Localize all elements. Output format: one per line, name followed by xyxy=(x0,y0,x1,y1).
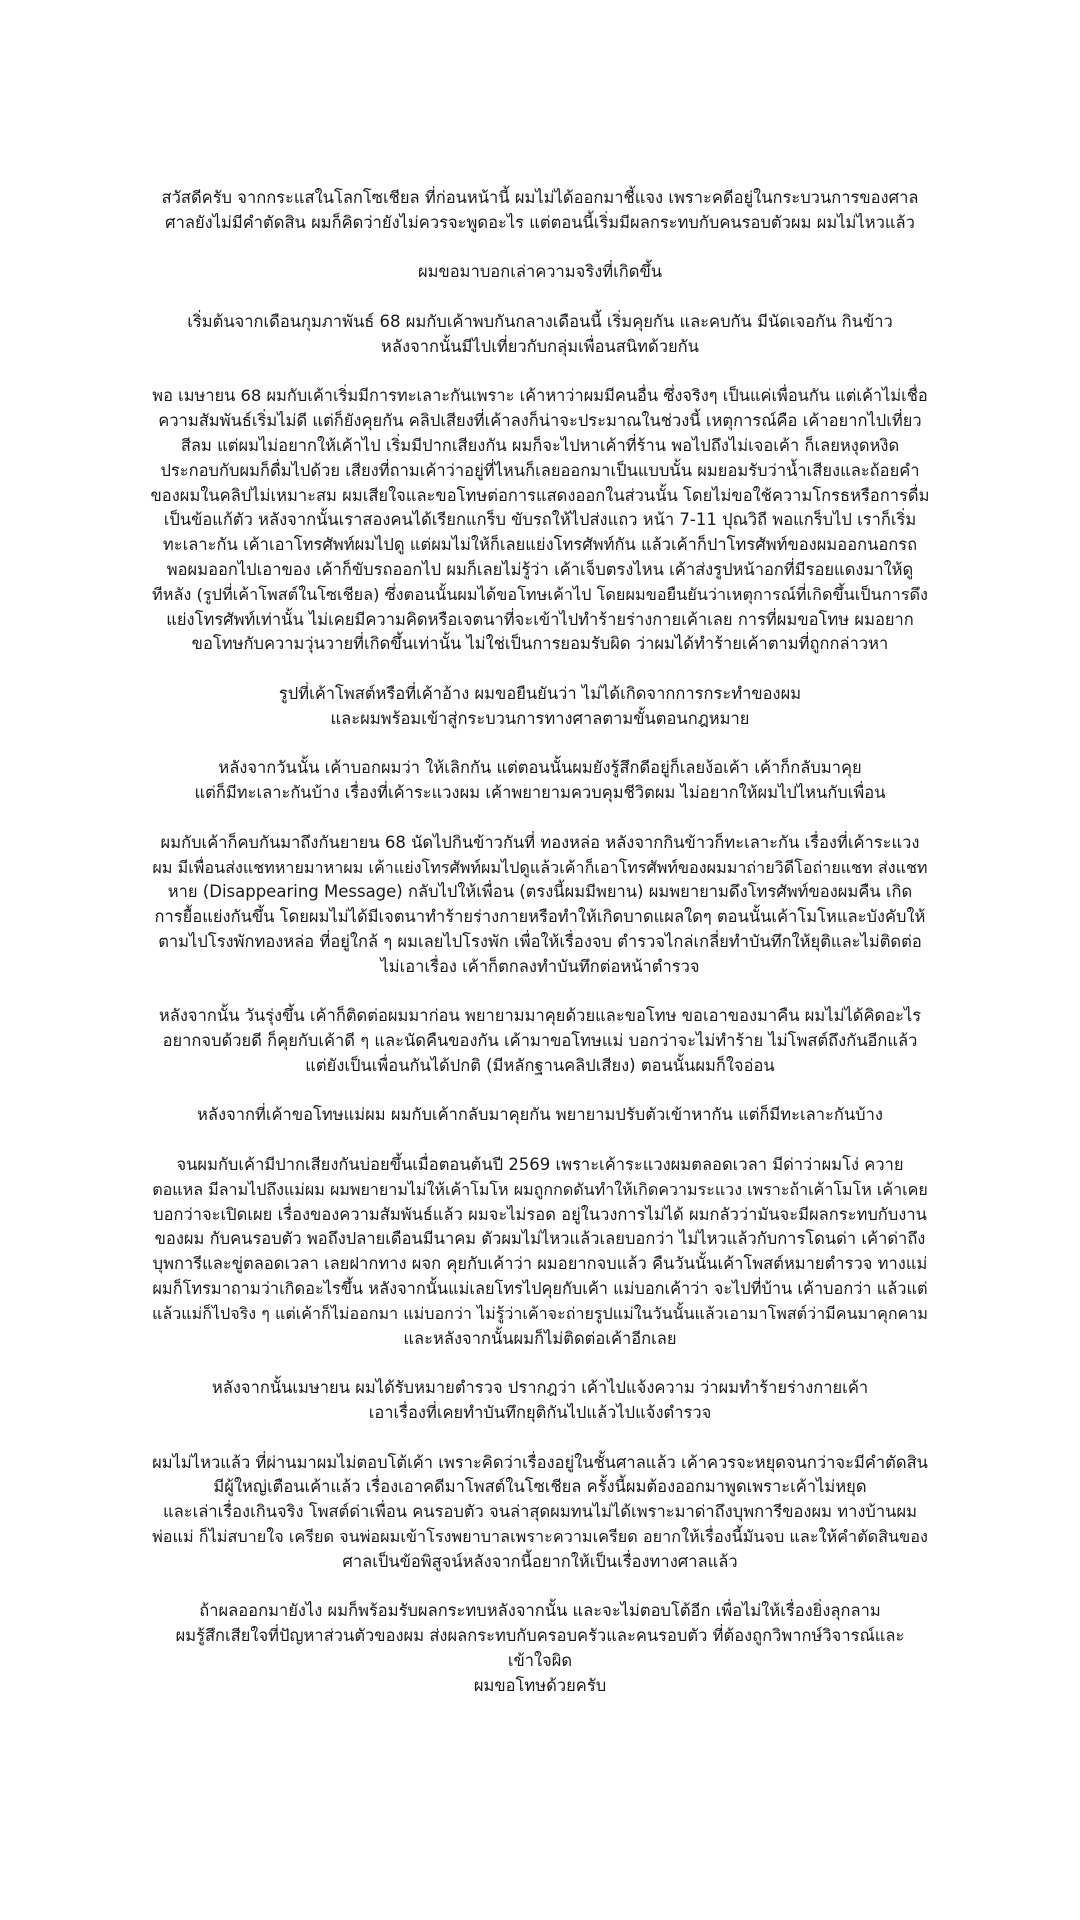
statement-paragraph xyxy=(150,310,930,360)
statement-line: และผมพร้อมเข้าสู่กระบวนการทางศาลตามขั้นตอนกฎหมาย xyxy=(330,708,750,728)
statement-line: ขอโทษกับความวุ่นวายที่เกิดขึ้นเท่านั้น ไม่ใช่เป็นการยอมรับผิด ว่าผมได้ทำร้ายเค้าตามที่ถูกกล่าวหา xyxy=(191,634,889,654)
statement-line: อยากจบด้วยดี ก็คุยกับเค้าดี ๆ และนัดคืนของกัน เค้ามาขอโทษแม่ บอกว่าจะไม่ทำร้าย ไม่โพสต์ถึงกันอีกแล้ว xyxy=(162,1031,918,1051)
statement-paragraph xyxy=(150,831,930,980)
statement-paragraph xyxy=(150,1599,930,1698)
statement-line: แต่ก็มีทะเลาะกันบ้าง เรื่องที่เค้าระแวงผม เค้าพยายามควบคุมชีวิตผม ไม่อยากให้ผมไปไหนกับเพื่อน xyxy=(194,783,886,803)
statement-line: จนผมกับเค้ามีปากเสียงกันบ่อยขึ้นเมื่อตอนต้นปี 2569 เพราะเค้าระแวงผมตลอดเวลา มีด่าว่าผมโง่ ควาย xyxy=(176,1155,904,1175)
statement-line: ตอแหล มีลามไปถึงแม่ผม ผมพยายามไม่ให้เค้าโมโห ผมถูกกดดันทำให้เกิดความระแวง เพราะถ้าเค้าโมโห เค้าเคย xyxy=(152,1179,928,1199)
statement-line: พอ เมษายน 68 ผมกับเค้าเริ่มมีการทะเลาะกันเพราะ เค้าหาว่าผมมีคนอื่น ซึ่งจริงๆ เป็นแค่เพื่อนกัน แต่เค้าไม่เชื่อ xyxy=(152,386,928,406)
statement-line: ผม มีเพื่อนส่งแชทหายมาหาผม เค้าแย่งโทรศัพท์ผมไปดูแล้วเค้าก็เอาโทรศัพท์ของผมมาถ่ายวิดีโอถ่ายแชท ส่งแชท xyxy=(152,857,928,877)
statement-paragraph xyxy=(150,1153,930,1351)
statement-line: ของผมในคลิปไม่เหมาะสม ผมเสียใจและขอโทษต่อการแสดงออกในส่วนนั้น โดยไม่ขอใช้ความโกรธหรือการดื่ม xyxy=(150,485,930,505)
statement-line: เริ่มต้นจากเดือนกุมภาพันธ์ 68 ผมกับเค้าพบกันกลางเดือนนี้ เริ่มคุยกัน และคบกัน มีนัดเจอกัน กินข้าว xyxy=(187,311,893,331)
statement-line: ตามไปโรงพักทองหล่อ ที่อยู่ใกล้ ๆ ผมเลยไปโรงพัก เพื่อให้เรื่องจบ ตำรวจไกล่เกลี่ยทำบันทึกให้ยุติและไม่ติดต่อ xyxy=(158,931,922,951)
statement-paragraph xyxy=(150,756,930,806)
statement-line: ผมก็โทรมาถามว่าเกิดอะไรขึ้น หลังจากนั้นแม่เลยโทรไปคุยกับเค้า แม่บอกเค้าว่า จะไปที่บ้าน เค้าบอกว่า แล้วแต่ xyxy=(152,1279,928,1299)
statement-line: พ่อแม่ ก็ไม่สบายใจ เครียด จนพ่อผมเข้าโรงพยาบาลเพราะความเครียด อยากให้เรื่องนี้มันจบ และให้คำตัดสินของ xyxy=(152,1527,928,1547)
statement-line: ความสัมพันธ์เริ่มไม่ดี แต่ก็ยังคุยกัน คลิปเสียงที่เค้าลงก็น่าจะประมาณในช่วงนี้ เหตุการณ์คือ เค้าอยากไปเที่ยว xyxy=(158,411,922,431)
statement-paragraph xyxy=(150,682,930,732)
statement-line: หลังจากนั้นเมษายน ผมได้รับหมายตำรวจ ปรากฎว่า เค้าไปแจ้งความ ว่าผมทำร้ายร่างกายเค้า xyxy=(211,1378,869,1398)
statement-line: ผมขอโทษด้วยครับ xyxy=(473,1675,607,1695)
statement-line: พอผมออกไปเอาของ เค้าก็ขับรถออกไป ผมก็เลยไม่รู้ว่า เค้าเจ็บตรงไหน เค้าส่งรูปหน้าอกที่มีรอยแดงมาให้ดู xyxy=(166,559,914,579)
statement-line: ผมไม่ไหวแล้ว ที่ผ่านมาผมไม่ตอบโต้เค้า เพราะคิดว่าเรื่องอยู่ในชั้นศาลแล้ว เค้าควรจะหยุดจนกว่าจะมีคำตัดสิน xyxy=(152,1452,928,1472)
statement-line: หลังจากวันนั้น เค้าบอกผมว่า ให้เลิกกัน แต่ตอนนั้นผมยังรู้สึกดีอยู่ก็เลยง้อเค้า เค้าก็กลับมาคุย xyxy=(218,758,862,778)
statement-line: เอาเรื่องที่เคยทำบันทึกยุติกันไปแล้วไปแจ้งตำรวจ xyxy=(368,1403,712,1423)
statement-line: หลังจากนั้นมีไปเที่ยวกับกลุ่มเพื่อนสนิทด้วยกัน xyxy=(381,336,699,356)
statement-line: บุพการีและขู่ตลอดเวลา เลยฝากทาง ผจก คุยกับเค้าว่า ผมอยากจบแล้ว คืนวันนั้นเค้าโพสต์หมายตำรวจ ทางแม่ xyxy=(152,1254,928,1274)
statement-line: สวัสดีครับ จากกระแสในโลกโซเชียล ที่ก่อนหน้านี้ ผมไม่ได้ออกมาชี้แจง เพราะคดีอยู่ในกระบวนการของศาล xyxy=(161,188,919,207)
statement-line: แต่ยังเป็นเพื่อนกันได้ปกติ (มีหลักฐานคลิปเสียง) ตอนนั้นผมก็ใจอ่อน xyxy=(305,1055,775,1075)
statement-line: หลังจากนั้น วันรุ่งขึ้น เค้าก็ติดต่อผมมาก่อน พยายามมาคุยด้วยและขอโทษ ขอเอาของมาคืน ผมไม่ได้คิดอะไร xyxy=(158,1006,922,1026)
statement-line: มีผู้ใหญ่เตือนเค้าแล้ว เรื่องเอาคดีมาโพสต์ในโซเชียล ครั้งนี้ผมต้องออกมาพูดเพราะเค้าไม่หยุด xyxy=(213,1477,867,1497)
statement-line: หาย (Disappearing Message) กลับไปให้เพื่อน (ตรงนี้ผมมีพยาน) ผมพยายามดึงโทรศัพท์ของผมคืน เกิด xyxy=(167,882,913,902)
statement-paragraph xyxy=(150,1451,930,1575)
statement-line: ผมรู้สึกเสียใจที่ปัญหาส่วนตัวของผม ส่งผลกระทบกับครอบครัวและคนรอบตัว ที่ต้องถูกวิพากษ์วิจารณ์และ xyxy=(175,1626,905,1646)
statement-document xyxy=(150,186,930,1699)
statement-line: ทะเลาะกัน เค้าเอาโทรศัพท์ผมไปดู แต่ผมไม่ให้ก็เลยแย่งโทรศัพท์กัน แล้วเค้าก็ปาโทรศัพท์ของผมออกนอกรถ xyxy=(162,535,918,555)
statement-line: บอกว่าจะเปิดเผย เรื่องของความสัมพันธ์แล้ว ผมจะไม่รอด อยู่ในวงการไม่ได้ ผมกลัวว่ามันจะมีผลกระทบกับงาน xyxy=(153,1204,927,1224)
statement-line: เข้าใจผิด xyxy=(507,1651,573,1671)
statement-line: ประกอบกับผมก็ดื่มไปด้วย เสียงที่ถามเค้าว่าอยู่ที่ไหนก็เลยออกมาเป็นแบบนั้น ผมยอมรับว่าน้ำเสียงและถ้อยคำ xyxy=(160,460,920,480)
statement-line: ศาลยังไม่มีคำตัดสิน ผมก็คิดว่ายังไม่ควรจะพูดอะไร แต่ตอนนี้เริ่มมีผลกระทบกับคนรอบตัวผม ผมไม่ไหวแล้ว xyxy=(165,212,915,232)
statement-line: และเล่าเรื่องเกินจริง โพสต์ด่าเพื่อน คนรอบตัว จนล่าสุดผมทนไม่ได้เพราะมาด่าถึงบุพการีของผม ทางบ้านผม xyxy=(162,1502,917,1522)
statement-line: ศาลเป็นข้อพิสูจน์หลังจากนี้อยากให้เป็นเรื่องทางศาลแล้ว xyxy=(342,1551,738,1571)
statement-paragraph xyxy=(150,260,930,285)
statement-paragraph xyxy=(150,186,930,236)
statement-paragraph xyxy=(150,384,930,657)
statement-line: หลังจากที่เค้าขอโทษแม่ผม ผมกับเค้ากลับมาคุยกัน พยายามปรับตัวเข้าหากัน แต่ก็มีทะเลาะกันบ้าง xyxy=(197,1105,883,1125)
statement-line: สีลม แต่ผมไม่อยากให้เค้าไป เริ่มมีปากเสียงกัน ผมก็จะไปหาเค้าที่ร้าน พอไปถึงไม่เจอเค้า ก็เลยหงุดหงิด xyxy=(180,435,900,455)
statement-line: ทีหลัง (รูปที่เค้าโพสต์ในโซเชียล) ซึ่งตอนนั้นผมได้ขอโทษเค้าไป โดยผมขอยืนยันว่าเหตุการณ์ที่เกิดขึ้นเป็นการดึง xyxy=(152,584,928,604)
statement-line: แย่งโทรศัพท์เท่านั้น ไม่เคยมีความคิดหรือเจตนาที่จะเข้าไปทำร้ายร่างกายเค้าเลย การที่ผมขอโทษ ผมอยาก xyxy=(166,609,914,629)
statement-line: การยื้อแย่งกันขึ้น โดยผมไม่ได้มีเจตนาทำร้ายร่างกายหรือทำให้เกิดบาดแผลใดๆ ตอนนั้นเค้าโมโหและบังคับให้ xyxy=(154,907,926,927)
statement-paragraph xyxy=(150,1103,930,1128)
statement-line: ถ้าผลออกมายังไง ผมก็พร้อมรับผลกระทบหลังจากนั้น และจะไม่ตอบโต้อีก เพื่อไม่ให้เรื่องยิ่งลุกลาม xyxy=(199,1601,881,1621)
statement-line: และหลังจากนั้นผมก็ไม่ติดต่อเค้าอีกเลย xyxy=(403,1328,677,1348)
statement-line: รูปที่เค้าโพสต์หรือที่เค้าอ้าง ผมขอยืนยันว่า ไม่ได้เกิดจากการกระทำของผม xyxy=(278,683,802,703)
statement-paragraph xyxy=(150,1004,930,1078)
statement-line: ผมขอมาบอกเล่าความจริงที่เกิดขึ้น xyxy=(417,262,663,282)
statement-line: ไม่เอาเรื่อง เค้าก็ตกลงทำบันทึกต่อหน้าตำรวจ xyxy=(380,956,700,976)
statement-line: ผมกับเค้าก็คบกันมาถึงกันยายน 68 นัดไปกินข้าวกันที่ ทองหล่อ หลังจากกินข้าวก็ทะเลาะกัน เรื่องที่เค้าระแวง xyxy=(160,832,920,852)
statement-line: แล้วแม่ก็ไปจริง ๆ แต่เค้าก็ไม่ออกมา แม่บอกว่า ไม่รู้ว่าเค้าจะถ่ายรูปแม่ในวันนั้นแล้วเอามาโพสต์ว่ามีคนมาคุกคาม xyxy=(152,1303,928,1323)
statement-paragraph xyxy=(150,1376,930,1426)
statement-line: ของผม กับคนรอบตัว พอถึงปลายเดือนมีนาคม ตัวผมไม่ไหวแล้วเลยบอกว่า ไม่ไหวแล้วกับการโดนด่า เค้าด่าถึง xyxy=(154,1229,926,1249)
statement-line: เป็นข้อแก้ตัว หลังจากนั้นเราสองคนได้เรียกแกร็บ ขับรถให้ไปส่งแถว หน้า 7-11 ปุณวิถี พอแกร็บไป เราก็เริ่ม xyxy=(163,510,917,530)
